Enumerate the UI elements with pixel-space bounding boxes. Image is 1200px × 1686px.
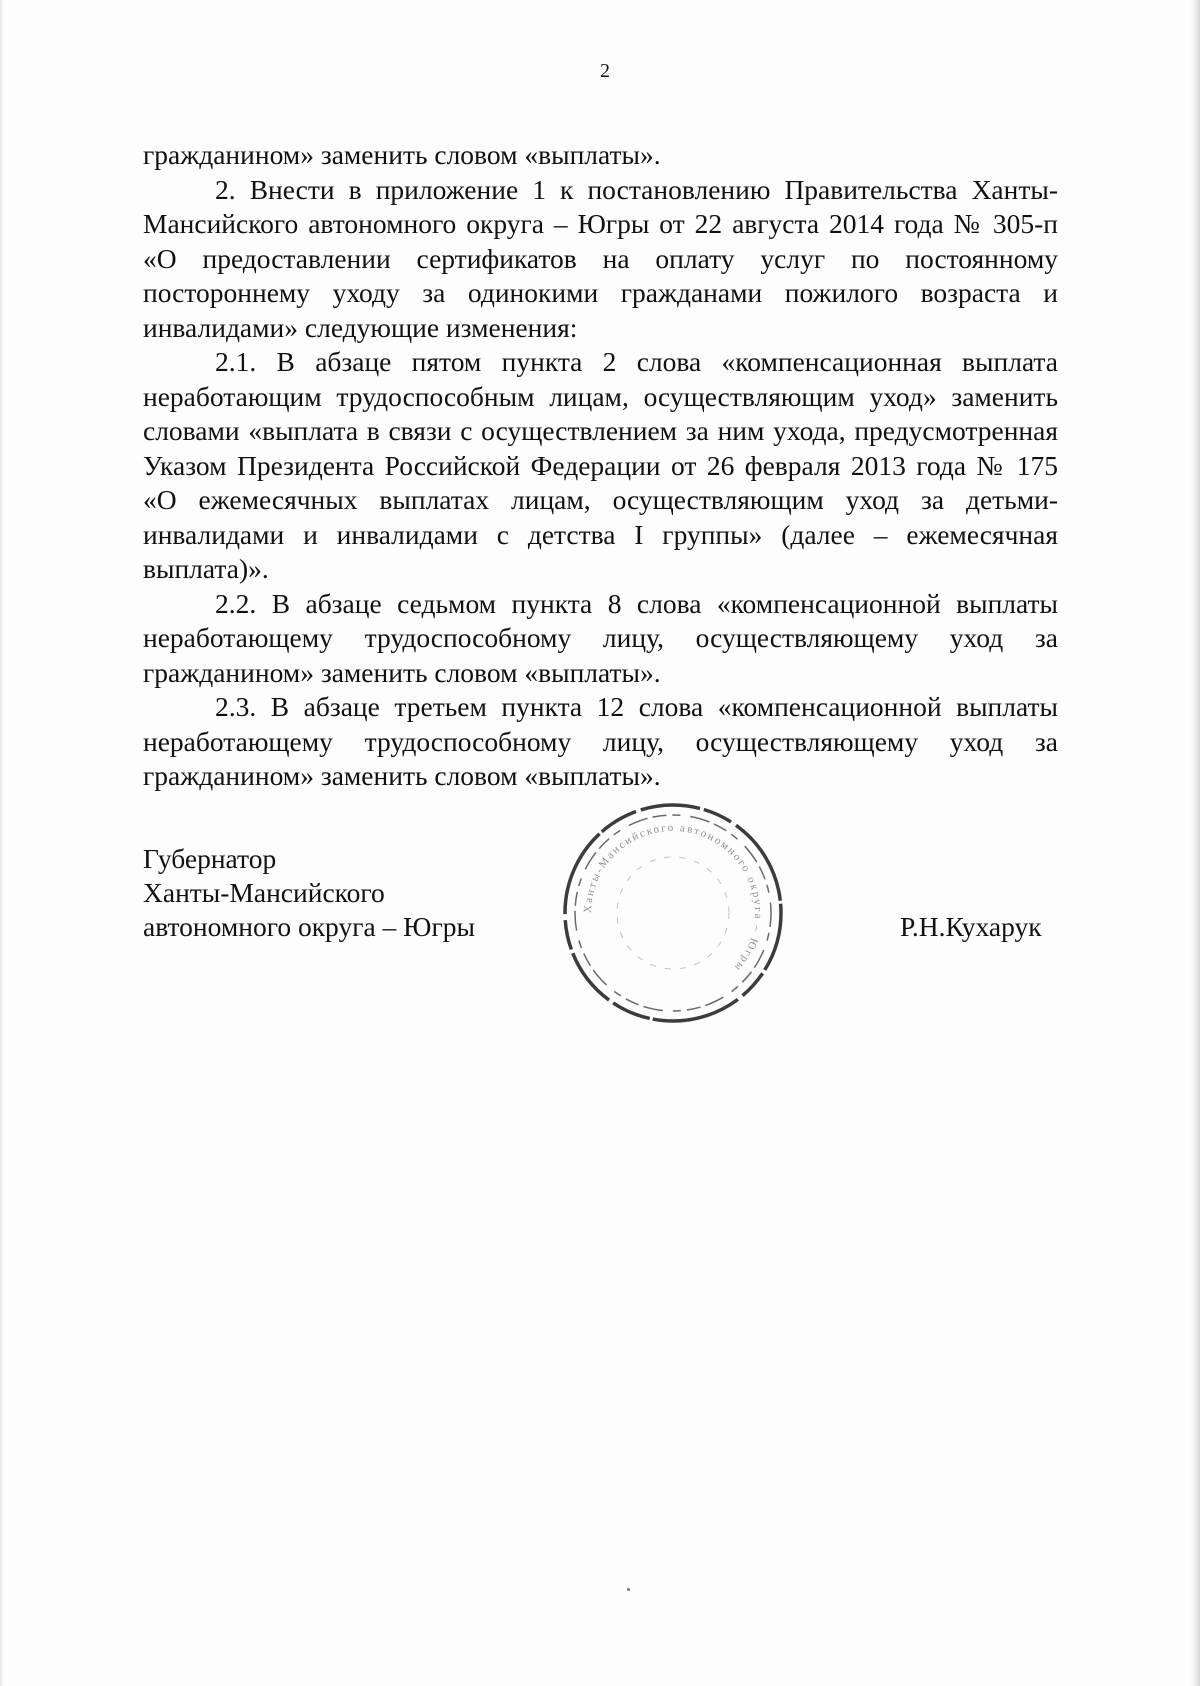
paragraph-item-2-1: 2.1. В абзаце пятом пункта 2 слова «компенсационная выплата неработающим трудоспособным лицам, осуществляющим уход» заменить словами «выплата в связи с осуществлением за ним ухода, предусмотренная Указом Президента Российской Федерации от 26 февраля 2013 года № 175 «О ежемесячных выплатах лицам, осуществляющим уход за детьми-инвалидами и инвалидами с детства I группы» (далее – ежемесячная выплата)».	[143, 346, 1058, 584]
seal-arc-textpath: Ханты-Мансийского автономного округа – Югры	[581, 821, 765, 975]
paragraph-item-2-2: 2.2. В абзаце седьмом пункта 8 слова «компенсационной выплаты неработающему трудоспособному лицу, осуществляющему уход за гражданином» заменить словом «выплаты».	[143, 587, 1058, 688]
paragraph-continuation: гражданином» заменить словом «выплаты».	[143, 139, 661, 170]
paragraph-item-2: 2. Внести в приложение 1 к постановлению Правительства Ханты-Мансийского автономного округа – Югры от 22 августа 2014 года № 305-п «О предоставлении сертификатов на оплату услуг по постоянному постороннему уходу за одинокими гражданами пожилого возраста и инвалидами» следующие изменения:	[143, 173, 1058, 343]
signatory-title-line: Ханты-Мансийского	[143, 877, 385, 908]
signatory-title-line: Губернатор	[143, 843, 277, 874]
seal-arc-text	[582, 822, 764, 975]
document-body	[143, 138, 1058, 794]
paragraph-item-2-3: 2.3. В абзаце третьем пункта 12 слова «компенсационной выплаты неработающему трудоспособному лицу, осуществляющему уход за гражданином» заменить словом «выплаты».	[143, 691, 1058, 791]
scan-right-edge	[1190, 0, 1200, 1686]
signatory-title	[143, 842, 475, 944]
scan-left-edge	[0, 0, 4, 1686]
seal-inner-ring	[575, 815, 771, 1011]
seal-outer-ring	[565, 805, 781, 1021]
official-seal-stamp	[560, 800, 786, 1026]
scan-speck	[627, 1588, 630, 1591]
page-number: 2	[600, 60, 610, 82]
signatory-name: Р.Н.Кухарук	[900, 911, 1042, 942]
signatory-title-line: автономного округа – Югры	[143, 911, 475, 942]
seal-center-ring	[617, 857, 729, 969]
